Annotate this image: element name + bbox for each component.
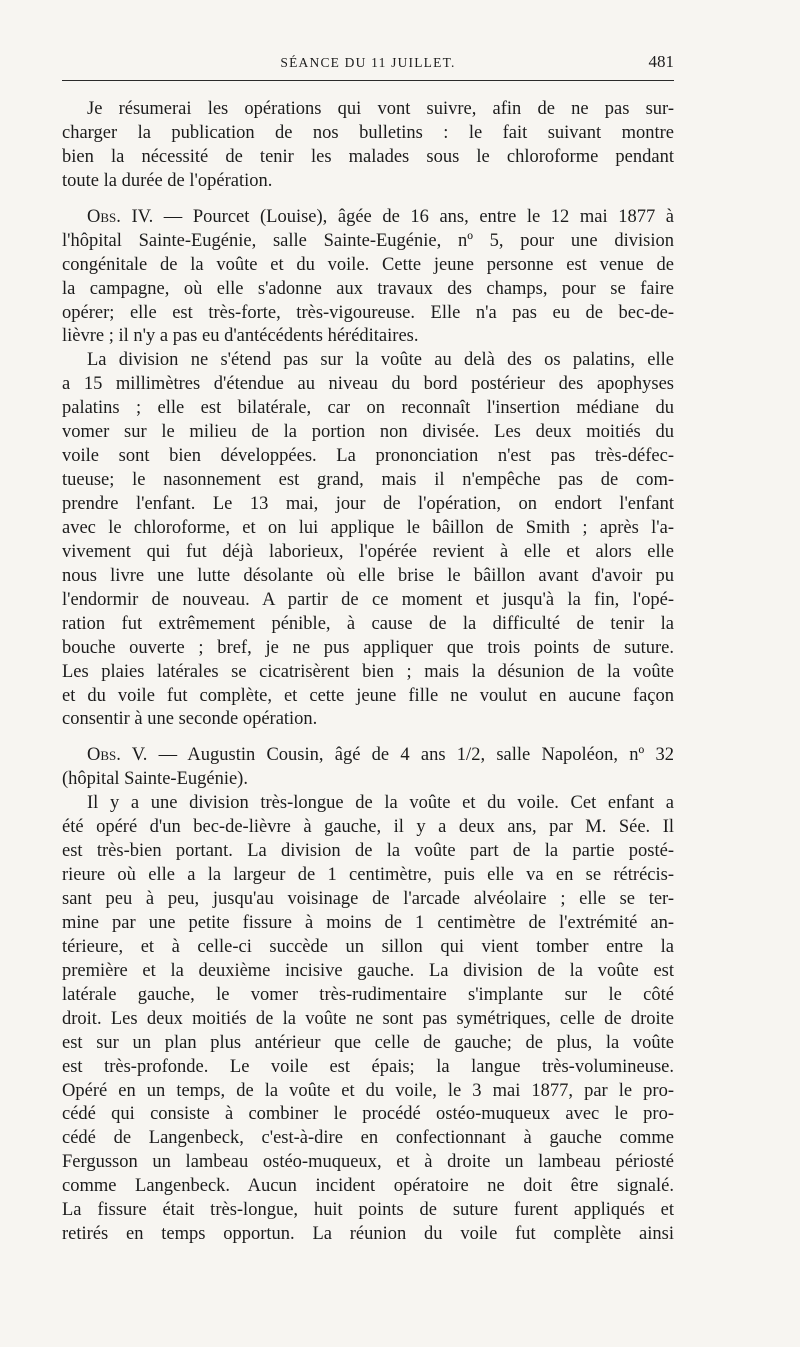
- text-line: [62, 206, 674, 230]
- paragraph-gap: [62, 194, 674, 206]
- observation-label: Obs.: [87, 745, 121, 766]
- text-line: rieure où elle a la largeur de 1 centimètre, puis elle va en se rétrécis-: [62, 865, 674, 886]
- text-line: et du voile fut complète, et cette jeune fille ne voulut en aucune façon: [62, 685, 674, 706]
- text-line: congénitale de la voûte et du voile. Cette jeune personne est venue de: [62, 254, 674, 275]
- header-rule: [62, 80, 674, 81]
- text-line: tueuse; le nasonnement est grand, mais il n'empêche pas de com-: [62, 470, 674, 491]
- text-line: Les plaies latérales se cicatrisèrent bien ; mais la désunion de la voûte: [62, 661, 674, 682]
- text-line: latérale gauche, le vomer très-rudimentaire s'implante sur le côté: [62, 984, 674, 1005]
- text-line: première et la deuxième incisive gauche. La division de la voûte est: [62, 960, 674, 981]
- page-header: [62, 52, 674, 76]
- paragraph: [62, 349, 674, 732]
- text-line: voile sont bien développées. La prononciation n'est pas très-défec-: [62, 446, 674, 467]
- text-line: a 15 millimètres d'étendue au niveau du bord postérieur des apophyses: [62, 374, 674, 395]
- text-line: la campagne, où elle s'adonne aux travaux des champs, pour se faire: [62, 278, 674, 299]
- text-line: Fergusson un lambeau ostéo-muqueux, et à droite un lambeau périosté: [62, 1152, 674, 1173]
- text-line: l'endormir de nouveau. A partir de ce moment et jusqu'à la fin, l'opé-: [62, 589, 674, 610]
- text-line: été opéré d'un bec-de-lièvre à gauche, il y a deux ans, par M. Sée. Il: [62, 817, 674, 838]
- text-line: bouche ouverte ; bref, je ne pus appliquer que trois points de suture.: [62, 637, 674, 658]
- text-line: opérer; elle est très-forte, très-vigoureuse. Elle n'a pas eu de bec-de-: [62, 302, 674, 323]
- text-line: térieure, et à celle-ci succède un sillon qui vient tomber entre la: [62, 936, 674, 957]
- text-line: comme Langenbeck. Aucun incident opératoire ne doit être signalé.: [62, 1176, 674, 1197]
- text-line: Opéré en un temps, de la voûte et du voile, le 3 mai 1877, par le pro-: [62, 1080, 674, 1101]
- text-line: avec le chloroforme, et on lui applique le bâillon de Smith ; après l'a-: [62, 517, 674, 538]
- text-line: ration fut extrêmement pénible, à cause de la difficulté de tenir la: [62, 613, 674, 634]
- text-line: prendre l'enfant. Le 13 mai, jour de l'opération, on endort l'enfant: [62, 494, 674, 514]
- text-line: consentir à une seconde opération.: [62, 709, 318, 730]
- text-line: bien la nécessité de tenir les malades sous le chloroforme pendant: [62, 146, 674, 167]
- paragraph: [62, 792, 674, 1247]
- text-line-content: V. — Augustin Cousin, âgé de 4 ans 1/2, salle Napoléon, nº 32: [120, 745, 674, 766]
- text-line: est très-profonde. Le voile est épais; la langue très-volumineuse.: [62, 1056, 674, 1077]
- text-line: cédé qui consiste à combiner le procédé ostéo-muqueux avec le pro-: [62, 1104, 674, 1125]
- text-line: sant peu à peu, jusqu'au voisinage de l'arcade alvéolaire ; elle se ter-: [62, 889, 674, 909]
- text-line: La fissure était très-longue, huit points de suture furent appliqués et: [62, 1200, 674, 1221]
- text-line: [62, 744, 674, 768]
- text-line: Je résumerai les opérations qui vont suivre, afin de ne pas sur-: [87, 99, 674, 119]
- text-line: mine par une petite fissure à moins de 1 centimètre de l'extrémité an-: [62, 912, 674, 933]
- text-line: est sur un plan plus antérieur que celle de gauche; de plus, la voûte: [62, 1032, 674, 1053]
- body-text: [62, 98, 674, 1247]
- text-line: palatins ; elle est bilatérale, car on reconnaît l'insertion médiane du: [62, 398, 674, 419]
- text-line: est très-bien portant. La division de la voûte part de la partie posté-: [62, 841, 674, 862]
- paragraph-gap: [62, 732, 674, 744]
- text-line: vomer sur le milieu de la portion non divisée. Les deux moitiés du: [62, 422, 674, 443]
- text-line: Il y a une division très-longue de la voûte et du voile. Cet enfant a: [87, 793, 674, 814]
- observation-label: Obs.: [87, 206, 121, 227]
- text-line: droit. Les deux moitiés de la voûte ne sont pas symétriques, celle de droite: [62, 1008, 674, 1029]
- text-line-content: IV. — Pourcet (Louise), âgée de 16 ans, entre le 12 mai 1877 à: [120, 206, 674, 227]
- text-line: l'hôpital Sainte-Eugénie, salle Sainte-Eugénie, nº 5, pour une division: [62, 230, 674, 251]
- text-line: charger la publication de nos bulletins : le fait suivant montre: [62, 122, 674, 143]
- text-line: lièvre ; il n'y a pas eu d'antécédents héréditaires.: [62, 326, 419, 347]
- text-line: toute la durée de l'opération.: [62, 170, 273, 191]
- observation-paragraph: [62, 206, 674, 350]
- page-number: 481: [648, 52, 674, 71]
- paragraph: [62, 98, 674, 194]
- running-title: SÉANCE DU 11 JUILLET.: [280, 55, 456, 70]
- text-line: retirés en temps opportun. La réunion du voile fut complète ainsi: [62, 1224, 674, 1245]
- text-line: (hôpital Sainte-Eugénie).: [62, 769, 248, 790]
- text-line: La division ne s'étend pas sur la voûte au delà des os palatins, elle: [87, 350, 674, 371]
- text-line: cédé de Langenbeck, c'est-à-dire en confectionnant à gauche comme: [62, 1128, 674, 1149]
- text-line: nous livre une lutte désolante où elle brise le bâillon avant d'avoir pu: [62, 565, 674, 586]
- observation-paragraph: [62, 744, 674, 792]
- text-line: vivement qui fut déjà laborieux, l'opérée revient à elle et alors elle: [62, 541, 674, 562]
